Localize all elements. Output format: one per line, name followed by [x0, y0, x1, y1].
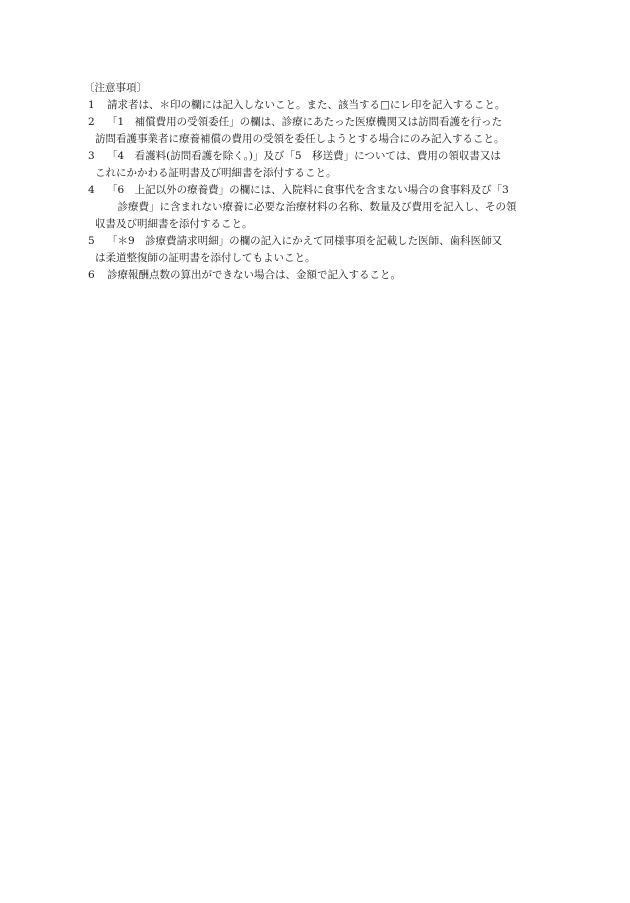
note-item-2: [88, 114, 562, 148]
note-number: 6: [88, 269, 95, 281]
note-item-6: [88, 267, 562, 284]
note-line: これにかかわる証明書及び明細書を添付すること。: [95, 167, 337, 179]
note-item-1: [88, 97, 562, 114]
note-line: 診療費」に含まれない療養に必要な治療材料の名称、数量及び費用を記入し、その領: [107, 201, 517, 213]
note-line: 「6 上記以外の療養費」の欄には、入院料に食事代を含まない場合の食事料及び「3: [107, 184, 509, 196]
note-number: 3: [88, 150, 95, 162]
note-item-5: [88, 233, 562, 267]
note-line: 「1 補償費用の受領委任」の欄は、診療にあたった医療機関又は訪問看護を行った: [107, 116, 503, 128]
note-line: 診療報酬点数の算出ができない場合は、金額で記入すること。: [107, 269, 401, 281]
note-item-3: [88, 148, 562, 182]
note-line: 訪問看護事業者に療養補償の費用の受領を委任しようとする場合にのみ記入すること。: [95, 133, 505, 145]
note-line: 収書及び明細書を添付すること。: [95, 218, 253, 230]
note-line: 「4 看護料(訪問看護を除く。)」及び「5 移送費」については、費用の領収書又は: [107, 150, 501, 162]
note-item-4: [88, 182, 562, 233]
note-number: 1: [88, 99, 95, 111]
note-number: 2: [88, 116, 95, 128]
note-line: 請求者は、＊印の欄には記入しないこと。また、該当する□にレ印を記入すること。: [107, 99, 506, 111]
note-line: は柔道整復師の証明書を添付してもよいこと。: [95, 252, 316, 264]
note-number: 5: [88, 235, 95, 247]
notes-heading: 〔注意事項〕: [84, 82, 147, 94]
note-number: 4: [88, 184, 95, 196]
note-line: 「＊9 診療費請求明細」の欄の記入にかえて同様事項を記載した医師、歯科医師又: [107, 235, 503, 247]
notes-section: [82, 80, 562, 284]
